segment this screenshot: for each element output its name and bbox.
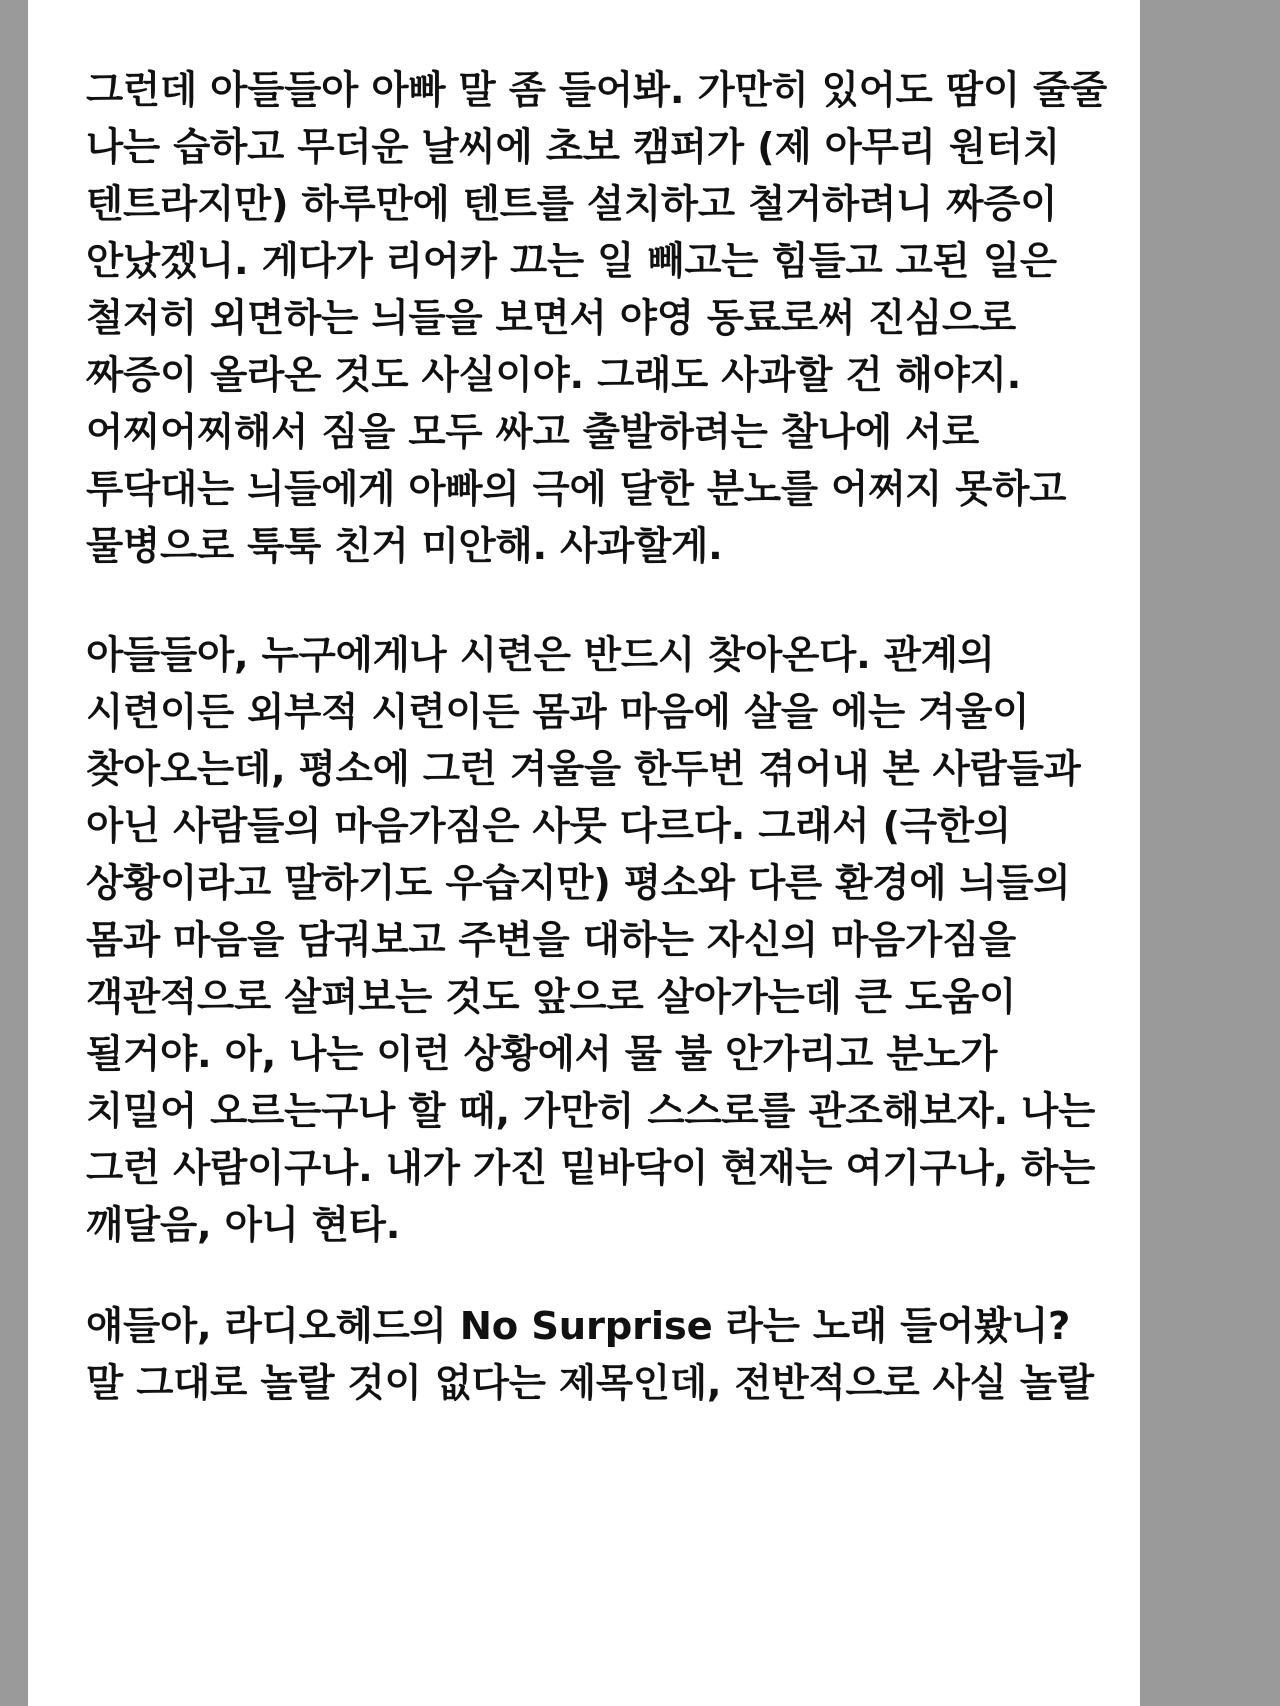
paragraph-1: 그런데 아들들아 아빠 말 좀 들어봐. 가만히 있어도 땀이 줄줄 나는 습하고 무더운 날씨에 초보 캠퍼가 (제 아무리 원터치 텐트라지만) 하루만에 텐트를 설치하고 철거하려니 짜증이 안났겠니. 게다가 리어카 끄는 일 빼고는 힘들고 고된 일은 철저히 외면하는 늬들을 보면서 야영 동료로써 진심으로 짜증이 올라온 것도 사실이야. 그래도 사과할 건 해야지. 어찌어찌해서 짐을 모두 싸고 출발하려는 찰나에 서로 투닥대는 늬들에게 아빠의 극에 달한 분노를 어쩌지 못하고 물병으로 툭툭 친거 미안해. 사과할게. xyxy=(86,68,1108,569)
paragraph-2: 아들들아, 누구에게나 시련은 반드시 찾아온다. 관계의 시련이든 외부적 시련이든 몸과 마음에 살을 에는 겨울이 찾아오는데, 평소에 그런 겨울을 한두번 겪어내 본 사람들과 아닌 사람들의 마음가짐은 사뭇 다르다. 그래서 (극한의 상황이라고 말하기도 우습지만) 평소와 다른 환경에 늬들의 몸과 마음을 담궈보고 주변을 대하는 자신의 마음가짐을 객관적으로 살펴보는 것도 앞으로 살아가는데 큰 도움이 될거야. 아, 나는 이런 상황에서 물 불 안가리고 분노가 치밀어 오르는구나 할 때, 가만히 스스로를 관조해보자. 나는 그런 사람이구나. 내가 가진 밑바닥이 현재는 여기구나, 하는 깨달음, 아니 현타. xyxy=(86,633,1096,1248)
document-page xyxy=(28,0,1140,1706)
paragraph-3: 얘들아, 라디오헤드의 No Surprise 라는 노래 들어봤니? 말 그대로 놀랄 것이 없다는 제목인데, 전반적으로 사실 놀랄 xyxy=(86,1304,1094,1406)
